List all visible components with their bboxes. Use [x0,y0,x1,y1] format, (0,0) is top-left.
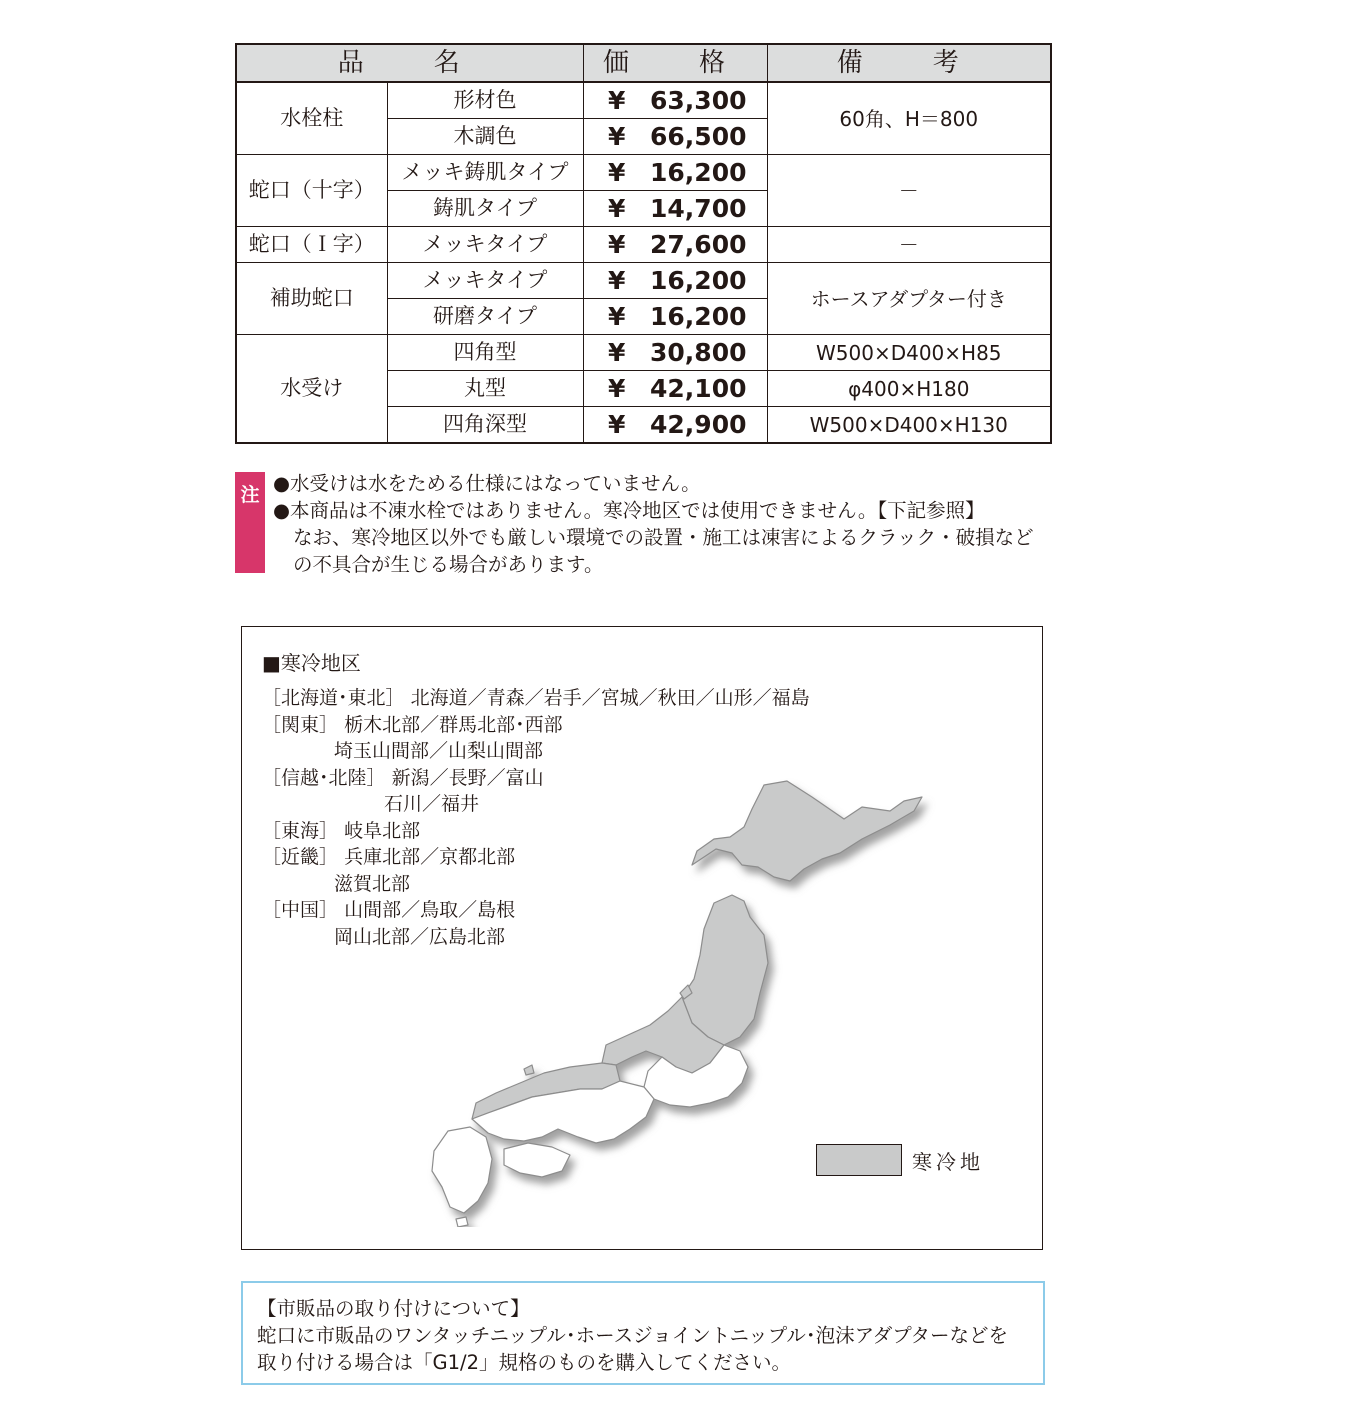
yen-symbol: ¥ [608,122,626,151]
region-label: ［近畿］ [262,846,339,868]
header-price: 価 格 [583,44,767,82]
price-value [583,82,767,119]
yen-symbol: ¥ [608,194,626,223]
shikoku-region [504,1143,570,1177]
price-value [583,191,767,227]
caution-line: なお、寒冷地区以外でも厳しい環境での設置・施工は凍害によるクラック・破損など [293,526,1034,549]
region-prefectures: 北海道／青森／岩手／宮城／秋田／山形／福島 [410,687,810,709]
remarks-value: φ400×H180 [767,371,1051,407]
region-label: ［関東］ [262,713,339,736]
price-amount: 42,100 [650,374,747,403]
region-prefectures: 滋賀北部 [334,872,411,895]
caution-line: の不具合が生じる場合があります。 [293,553,604,576]
cold-region-title: ■寒冷地区 [262,651,361,675]
commercial-parts-note [241,1281,1045,1385]
table-header-row [236,44,1051,82]
caution-line: ●水受けは水をためる仕様にはなっていません。 [273,472,701,495]
yen-symbol: ¥ [608,230,626,259]
yen-symbol: ¥ [608,410,626,439]
legend-swatch [816,1144,902,1176]
product-group-name: 水栓柱 [236,82,387,155]
product-variant: メッキタイプ [387,263,583,299]
product-variant: 鋳肌タイプ [387,191,583,227]
price-value [583,155,767,191]
yen-symbol: ¥ [608,266,626,295]
commercial-note-title: 【市販品の取り付けについて】 [257,1297,530,1320]
remarks-value: ホースアダプター付き [767,263,1051,335]
product-group-name: 蛇口（Ｉ字） [236,227,387,263]
remarks-value: W500×D400×H130 [767,407,1051,444]
region-prefectures: 岐阜北部 [344,819,421,842]
commercial-note-line: 取り付ける場合は「G1/2」規格のものを購入してください。 [257,1351,791,1374]
map-legend [816,1144,984,1176]
table-row [236,335,1051,371]
remarks-value: 60角、H＝800 [767,82,1051,155]
price-amount: 66,500 [650,122,747,151]
price-value [583,335,767,371]
product-variant: 四角深型 [387,407,583,444]
region-prefectures: 埼玉山間部／山梨山間部 [334,740,544,762]
commercial-note-line: 蛇口に市販品のワンタッチニップル･ホースジョイントニップル･泡沫アダプターなどを [257,1324,1008,1347]
region-entry [262,712,810,765]
product-variant: メッキ鋳肌タイプ [387,155,583,191]
tohoku-region [682,895,768,1045]
caution-tag: 注 [235,472,265,573]
price-amount: 16,200 [650,302,747,331]
price-value [583,119,767,155]
product-variant: 形材色 [387,82,583,119]
product-group-name: 水受け [236,335,387,444]
region-entry [262,685,810,712]
kyushu-region [432,1127,492,1213]
region-prefectures: 栃木北部／群馬北部･西部 [344,713,563,736]
oki-island [524,1065,534,1075]
product-variant: 研磨タイプ [387,299,583,335]
table-row [236,82,1051,119]
region-prefectures: 石川／福井 [384,793,480,815]
price-value [583,299,767,335]
header-product-name: 品 名 [236,44,583,82]
region-label: ［東海］ [262,819,339,842]
table-row [236,263,1051,299]
price-amount: 27,600 [650,230,747,259]
yen-symbol: ¥ [608,158,626,187]
table-row [236,227,1051,263]
price-value [583,227,767,263]
price-amount: 16,200 [650,266,747,295]
remarks-value: W500×D400×H85 [767,335,1051,371]
yen-symbol: ¥ [608,338,626,367]
cold-region-box [241,626,1043,1250]
product-variant: 木調色 [387,119,583,155]
price-amount: 30,800 [650,338,747,367]
price-amount: 42,900 [650,410,747,439]
yen-symbol: ¥ [608,374,626,403]
product-group-name: 蛇口（十字） [236,155,387,227]
hokkaido-region [692,781,922,881]
caution-notes [273,470,1063,578]
region-prefectures: 山間部／鳥取／島根 [344,899,516,921]
price-value [583,263,767,299]
price-value [583,371,767,407]
product-variant: 丸型 [387,371,583,407]
remarks-value: － [767,155,1051,227]
remarks-value: － [767,227,1051,263]
region-label: ［中国］ [262,899,339,921]
price-amount: 63,300 [650,86,747,115]
region-prefectures: 岡山北部／広島北部 [334,925,506,948]
region-prefectures: 兵庫北部／京都北部 [344,846,516,868]
price-value [583,407,767,444]
southern-island [456,1217,468,1227]
region-label: ［北海道･東北］ [262,687,405,709]
yen-symbol: ¥ [608,302,626,331]
header-remarks: 備 考 [767,44,1051,82]
price-table [235,43,1052,444]
product-variant: メッキタイプ [387,227,583,263]
yen-symbol: ¥ [608,86,626,115]
product-group-name: 補助蛇口 [236,263,387,335]
region-label: ［信越･北陸］ [262,766,386,789]
caution-line: ●本商品は不凍水栓ではありません。寒冷地区では使用できません。【下記参照】 [273,499,985,522]
table-row [236,155,1051,191]
price-amount: 16,200 [650,158,747,187]
region-prefectures: 新潟／長野／富山 [391,766,544,789]
product-variant: 四角型 [387,335,583,371]
price-amount: 14,700 [650,194,747,223]
legend-label: 寒冷地 [912,1149,984,1174]
